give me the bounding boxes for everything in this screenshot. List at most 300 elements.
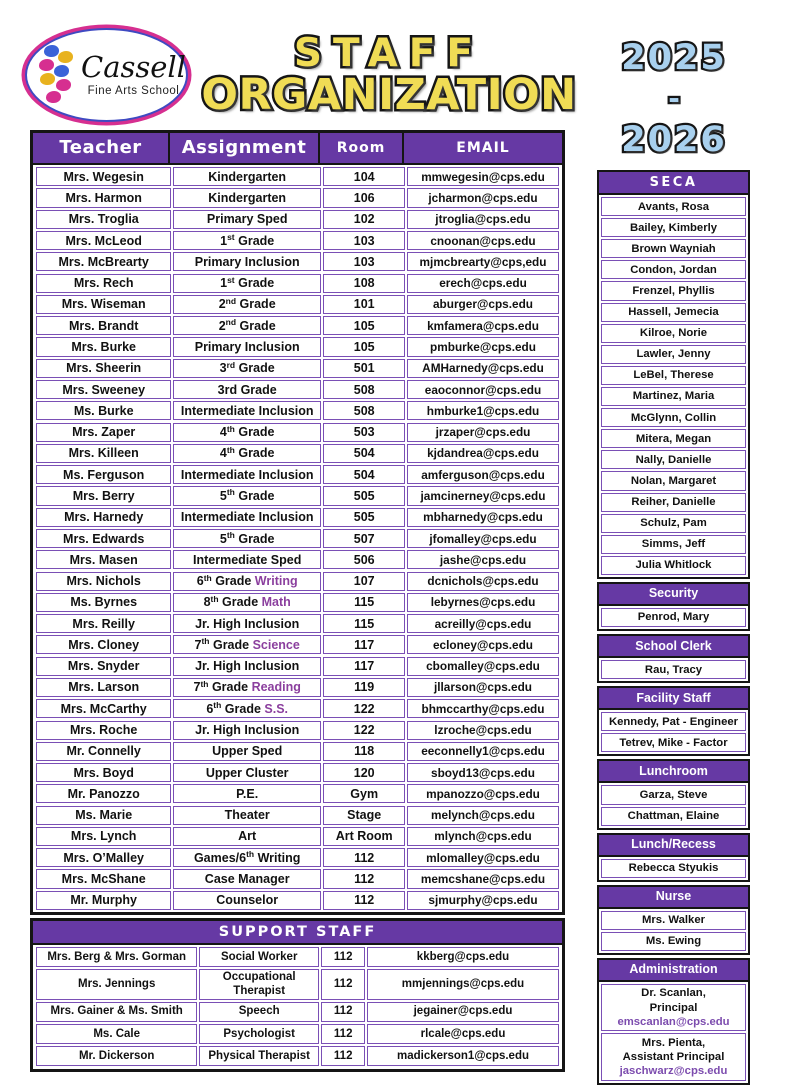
support-role: Psychologist <box>199 1024 319 1044</box>
email-text: eaoconnor@cps.edu <box>407 380 559 399</box>
table-row <box>35 380 560 399</box>
admin-email-link[interactable]: emscanlan@cps.edu <box>617 1015 730 1028</box>
sidebar-section-nurse <box>597 885 750 955</box>
sidebar-section-members <box>599 195 748 577</box>
room-number: 507 <box>323 529 405 548</box>
assignment <box>173 380 321 399</box>
assignment-text: st <box>227 274 235 285</box>
teacher-name: Mrs. Zaper <box>36 423 171 442</box>
table-row <box>35 657 560 676</box>
sidebar-section-facility-staff <box>597 686 750 756</box>
table-row <box>35 295 560 314</box>
sidebar-member: Brown Wayniah <box>601 239 746 258</box>
email-text: aburger@cps.edu <box>407 295 559 314</box>
email-text: acreilly@cps.edu <box>407 614 559 633</box>
sidebar-member: Nally, Danielle <box>601 450 746 469</box>
staff-table <box>30 130 565 915</box>
assignment <box>173 359 321 378</box>
sidebar-member <box>601 984 746 1031</box>
support-name: Mrs. Gainer & Ms. Smith <box>36 1002 197 1022</box>
assignment <box>173 423 321 442</box>
assignment-text: Art <box>238 829 257 844</box>
assignment <box>173 231 321 250</box>
table-row <box>35 359 560 378</box>
room-number: 503 <box>323 423 405 442</box>
teacher-name: Ms. Ferguson <box>36 465 171 484</box>
teacher-name: Mrs. Brandt <box>36 316 171 335</box>
email-text: mlynch@cps.edu <box>407 827 559 846</box>
assignment-text: 1 <box>220 233 228 248</box>
room-number: 504 <box>323 465 405 484</box>
room-number: 117 <box>323 635 405 654</box>
sidebar-section-school-clerk <box>597 634 750 683</box>
support-row <box>35 1024 560 1044</box>
room-number: 101 <box>323 295 405 314</box>
email-text: mpanozzo@cps.edu <box>407 784 559 803</box>
assignment-text: th <box>200 678 209 689</box>
assignment <box>173 444 321 463</box>
teacher-name: Mrs. Harnedy <box>36 508 171 527</box>
sidebar-member: Lawler, Jenny <box>601 345 746 364</box>
assignment-text: Grade <box>221 701 265 716</box>
assignment-text: Writing <box>254 850 301 865</box>
email-text: cnoonan@cps.edu <box>407 231 559 250</box>
assignment <box>173 635 321 654</box>
assignment-text: Upper Sped <box>212 744 283 759</box>
assignment-text: Grade <box>234 233 275 248</box>
support-room: 112 <box>321 1002 365 1022</box>
room-number: 122 <box>323 721 405 740</box>
table-row <box>35 465 560 484</box>
room-number: 107 <box>323 572 405 591</box>
assignment <box>173 529 321 548</box>
email-text: jfomalley@cps.edu <box>407 529 559 548</box>
sidebar-member: LeBel, Therese <box>601 366 746 385</box>
sidebar-member: Ms. Ewing <box>601 932 746 951</box>
assignment <box>173 806 321 825</box>
teacher-name: Mrs. Sweeney <box>36 380 171 399</box>
sidebar-section-members <box>599 710 748 754</box>
petal-icon <box>54 65 69 77</box>
support-role: Physical Therapist <box>199 1046 319 1066</box>
sidebar-section-members <box>599 606 748 629</box>
support-email: kkberg@cps.edu <box>367 947 559 967</box>
teacher-name: Mrs. Masen <box>36 550 171 569</box>
support-staff-title: SUPPORT STAFF <box>33 921 562 945</box>
assignment-subject: Reading <box>251 680 301 695</box>
assignment-text: Grade <box>211 574 255 589</box>
table-row <box>35 188 560 207</box>
assignment-text: 3 <box>219 361 227 376</box>
assignment-text: 3rd Grade <box>217 382 277 397</box>
email-text: kjdandrea@cps.edu <box>407 444 559 463</box>
sidebar-section-title: Lunchroom <box>599 761 748 783</box>
sidebar-section-members <box>599 857 748 880</box>
assignment-text: Kindergarten <box>208 191 287 206</box>
sidebar-member: Schulz, Pam <box>601 514 746 533</box>
admin-role: Assistant Principal <box>622 1050 725 1063</box>
table-row <box>35 806 560 825</box>
logo-school-subtitle: Fine Arts School <box>87 85 180 97</box>
room-number: 103 <box>323 231 405 250</box>
table-row <box>35 486 560 505</box>
support-row <box>35 1046 560 1066</box>
support-room: 112 <box>321 1024 365 1044</box>
email-text: eeconnelly1@cps.edu <box>407 742 559 761</box>
email-text: jrzaper@cps.edu <box>407 423 559 442</box>
sidebar-section-title: Facility Staff <box>599 688 748 710</box>
assignment <box>173 699 321 718</box>
year-dash: - <box>668 82 680 115</box>
teacher-name: Mrs. McShane <box>36 869 171 888</box>
email-text: amferguson@cps.edu <box>407 465 559 484</box>
assignment-text: rd <box>226 359 236 370</box>
room-number: 112 <box>323 848 405 867</box>
support-role: Occupational Therapist <box>199 969 319 999</box>
logo-flower-icon <box>37 44 79 106</box>
teacher-name: Mrs. O’Malley <box>36 848 171 867</box>
sidebar-member: Hassell, Jemecia <box>601 303 746 322</box>
sidebar-member: Martinez, Maria <box>601 387 746 406</box>
support-email: mmjennings@cps.edu <box>367 969 559 999</box>
assignment-subject: Science <box>252 637 300 652</box>
assignment-text: th <box>246 849 255 860</box>
sidebar-section-administration <box>597 958 750 1085</box>
room-number: 504 <box>323 444 405 463</box>
sidebar-section-members <box>599 783 748 827</box>
school-logo <box>25 28 188 122</box>
teacher-name: Mr. Murphy <box>36 891 171 910</box>
assignment <box>173 188 321 207</box>
teacher-name: Mrs. Roche <box>36 721 171 740</box>
year-start: 2025 <box>621 38 727 78</box>
support-name: Mrs. Jennings <box>36 969 197 999</box>
sidebar-section-lunchroom <box>597 759 750 829</box>
table-row <box>35 337 560 356</box>
assignment-subject: S.S. <box>264 701 289 716</box>
assignment <box>173 827 321 846</box>
logo-school-name: Cassell <box>81 50 186 84</box>
table-row <box>35 869 560 888</box>
table-row <box>35 891 560 910</box>
assignment-text: nd <box>225 317 237 328</box>
assignment-text: Grade <box>209 637 253 652</box>
room-number: 103 <box>323 252 405 271</box>
assignment <box>173 295 321 314</box>
sidebar-section-title: Nurse <box>599 887 748 909</box>
sidebar-member: Avants, Rosa <box>601 197 746 216</box>
teacher-name: Mrs. Lynch <box>36 827 171 846</box>
assignment-text: Kindergarten <box>208 169 287 184</box>
support-row <box>35 1002 560 1022</box>
room-number: Gym <box>323 784 405 803</box>
room-number: 102 <box>323 210 405 229</box>
email-text: bhmccarthy@cps.edu <box>407 699 559 718</box>
room-number: 118 <box>323 742 405 761</box>
table-row <box>35 742 560 761</box>
assignment-text: th <box>226 423 235 434</box>
assignment-text: 6 <box>196 574 204 589</box>
assignment-text: Grade <box>236 297 276 312</box>
room-number: 120 <box>323 763 405 782</box>
sidebar-section-members <box>599 982 748 1083</box>
email-text: mmwegesin@cps.edu <box>407 167 559 186</box>
teacher-name: Mrs. Rech <box>36 274 171 293</box>
support-role: Speech <box>199 1002 319 1022</box>
table-row <box>35 721 560 740</box>
sidebar-member: Garza, Steve <box>601 785 746 804</box>
support-staff-body <box>33 945 562 1069</box>
teacher-name: Mrs. Killeen <box>36 444 171 463</box>
sidebar-member: Julia Whitlock <box>601 556 746 575</box>
assignment-text: Grade <box>236 318 276 333</box>
assignment-text: 7 <box>193 680 201 695</box>
room-number: 112 <box>323 891 405 910</box>
assignment-text: Grade <box>234 425 275 440</box>
sidebar-section-title: Security <box>599 584 748 606</box>
room-number: 119 <box>323 678 405 697</box>
table-row <box>35 614 560 633</box>
sidebar-member: Nolan, Margaret <box>601 471 746 490</box>
support-room: 112 <box>321 969 365 999</box>
teacher-name: Ms. Marie <box>36 806 171 825</box>
table-row <box>35 401 560 420</box>
assignment-text: th <box>201 636 210 647</box>
assignment <box>173 678 321 697</box>
table-row <box>35 550 560 569</box>
assignment-text: th <box>226 530 235 541</box>
sidebar-member: Rau, Tracy <box>601 660 746 679</box>
petal-icon <box>39 59 54 71</box>
page-title-line2: ORGANIZATION <box>201 69 577 120</box>
table-row <box>35 593 560 612</box>
sidebar-section-seca <box>597 170 750 579</box>
assignment-text: Jr. High Inclusion <box>195 723 300 738</box>
assignment <box>173 721 321 740</box>
table-row <box>35 444 560 463</box>
email-text: mjmcbrearty@cps,edu <box>407 252 559 271</box>
assignment-text: 4 <box>219 446 227 461</box>
sidebar-member: Kilroe, Norie <box>601 324 746 343</box>
table-row <box>35 763 560 782</box>
assignment <box>173 337 321 356</box>
teacher-name: Mrs. McBrearty <box>36 252 171 271</box>
admin-email-link[interactable]: jaschwarz@cps.edu <box>619 1065 728 1077</box>
teacher-name: Mrs. Wegesin <box>36 167 171 186</box>
assignment-text: Intermediate Sped <box>193 552 302 567</box>
table-row <box>35 635 560 654</box>
assignment-text: th <box>226 487 235 498</box>
sidebar-member: Mrs. Walker <box>601 911 746 930</box>
assignment <box>173 572 321 591</box>
page-title <box>188 31 590 120</box>
assignment-text: Intermediate Inclusion <box>180 403 314 418</box>
petal-icon <box>58 51 73 63</box>
sidebar-section-title: SECA <box>599 172 748 195</box>
school-year <box>600 38 748 160</box>
table-row <box>35 167 560 186</box>
assignment-text: 5 <box>219 531 227 546</box>
email-text: jamcinerney@cps.edu <box>407 486 559 505</box>
assignment-text: Jr. High Inclusion <box>195 616 300 631</box>
teacher-name: Mrs. Nichols <box>36 572 171 591</box>
assignment-text: Primary Inclusion <box>194 254 300 269</box>
email-text: jcharmon@cps.edu <box>407 188 559 207</box>
assignment-text: 2 <box>218 318 226 333</box>
assignment-text: Theater <box>224 808 270 823</box>
assignment-text: Counselor <box>216 893 279 908</box>
admin-role: Principal <box>649 1001 698 1014</box>
sidebar-member: McGlynn, Collin <box>601 408 746 427</box>
staff-table-body <box>33 165 562 912</box>
support-name: Ms. Cale <box>36 1024 197 1044</box>
support-email: madickerson1@cps.edu <box>367 1046 559 1066</box>
assignment <box>173 891 321 910</box>
assignment-text: th <box>213 700 222 711</box>
petal-icon <box>46 91 61 103</box>
sidebar-member: Bailey, Kimberly <box>601 218 746 237</box>
assignment-text: Primary Inclusion <box>194 339 300 354</box>
assignment-text: Grade <box>234 488 275 503</box>
assignment-text: Grade <box>235 361 275 376</box>
teacher-name: Mrs. Boyd <box>36 763 171 782</box>
room-number: 505 <box>323 508 405 527</box>
assignment <box>173 274 321 293</box>
room-number: 508 <box>323 380 405 399</box>
email-text: jtroglia@cps.edu <box>407 210 559 229</box>
assignment-text: Case Manager <box>204 872 290 887</box>
table-row <box>35 572 560 591</box>
email-text: lebyrnes@cps.edu <box>407 593 559 612</box>
teacher-name: Mrs. Snyder <box>36 657 171 676</box>
year-end: 2026 <box>621 120 727 160</box>
assignment-text: th <box>226 444 235 455</box>
petal-icon <box>40 73 55 85</box>
assignment <box>173 848 321 867</box>
support-staff-table <box>30 918 565 1072</box>
table-row <box>35 210 560 229</box>
sidebar-member: Simms, Jeff <box>601 535 746 554</box>
assignment-text: th <box>210 593 219 604</box>
table-row <box>35 252 560 271</box>
teacher-name: Ms. Byrnes <box>36 593 171 612</box>
sidebar-member: Mitera, Megan <box>601 429 746 448</box>
assignment-text: Grade <box>234 531 275 546</box>
table-row <box>35 699 560 718</box>
room-number: 501 <box>323 359 405 378</box>
assignment <box>173 614 321 633</box>
assignment-text: Grade <box>208 680 252 695</box>
room-number: 117 <box>323 657 405 676</box>
assignment <box>173 784 321 803</box>
email-text: memcshane@cps.edu <box>407 869 559 888</box>
header-room: Room <box>320 133 404 163</box>
assignment <box>173 401 321 420</box>
assignment-text: 6 <box>206 701 214 716</box>
room-number: 115 <box>323 614 405 633</box>
assignment-text: P.E. <box>236 786 259 801</box>
admin-name: Mrs. Pienta, <box>641 1036 706 1049</box>
teacher-name: Mrs. McLeod <box>36 231 171 250</box>
sidebar-member: Rebecca Styukis <box>601 859 746 878</box>
page-title-line1: STAFF <box>293 31 485 76</box>
room-number: 108 <box>323 274 405 293</box>
assignment-text: 1 <box>220 276 228 291</box>
room-number: 104 <box>323 167 405 186</box>
room-number: 122 <box>323 699 405 718</box>
assignment-text: Jr. High Inclusion <box>195 659 300 674</box>
admin-name: Dr. Scanlan, <box>641 987 706 1000</box>
room-number: 115 <box>323 593 405 612</box>
email-text: cbomalley@cps.edu <box>407 657 559 676</box>
assignment-text: Grade <box>234 276 275 291</box>
assignment <box>173 550 321 569</box>
assignment <box>173 486 321 505</box>
teacher-name: Mrs. Berry <box>36 486 171 505</box>
room-number: 508 <box>323 401 405 420</box>
room-number: 112 <box>323 869 405 888</box>
email-text: sboyd13@cps.edu <box>407 763 559 782</box>
table-row <box>35 508 560 527</box>
staff-table-header <box>33 133 562 165</box>
sidebar-section-title: School Clerk <box>599 636 748 658</box>
sidebar-member: Tetrev, Mike - Factor <box>601 733 746 752</box>
sidebar-member: Condon, Jordan <box>601 260 746 279</box>
support-row <box>35 947 560 967</box>
support-email: rlcale@cps.edu <box>367 1024 559 1044</box>
assignment-text: 5 <box>219 488 227 503</box>
email-text: hmburke1@cps.edu <box>407 401 559 420</box>
table-row <box>35 423 560 442</box>
teacher-name: Mrs. Sheerin <box>36 359 171 378</box>
email-text: ecloney@cps.edu <box>407 635 559 654</box>
email-text: lzroche@cps.edu <box>407 721 559 740</box>
teacher-name: Mrs. Cloney <box>36 635 171 654</box>
email-text: dcnichols@cps.edu <box>407 572 559 591</box>
teacher-name: Mrs. Edwards <box>36 529 171 548</box>
assignment-text: Intermediate Inclusion <box>180 467 314 482</box>
assignment-text: 8 <box>203 595 211 610</box>
petal-icon <box>56 79 71 91</box>
sidebar-section-title: Lunch/Recess <box>599 835 748 857</box>
sidebar-member: Reiher, Danielle <box>601 493 746 512</box>
petal-icon <box>44 45 59 57</box>
support-email: jegainer@cps.edu <box>367 1002 559 1022</box>
table-row <box>35 784 560 803</box>
sidebar-section-title: Administration <box>599 960 748 982</box>
assignment <box>173 210 321 229</box>
email-text: kmfamera@cps.edu <box>407 316 559 335</box>
table-row <box>35 274 560 293</box>
support-name: Mrs. Berg & Mrs. Gorman <box>36 947 197 967</box>
assignment <box>173 508 321 527</box>
assignment <box>173 763 321 782</box>
teacher-name: Mr. Connelly <box>36 742 171 761</box>
assignment-text: Primary Sped <box>206 212 288 227</box>
assignment-text: Grade <box>218 595 262 610</box>
assignment-text: 2 <box>218 297 226 312</box>
assignment-text: nd <box>225 295 237 306</box>
teacher-name: Mr. Panozzo <box>36 784 171 803</box>
assignment-text: 7 <box>194 637 202 652</box>
assignment-text: st <box>227 232 235 243</box>
header-assignment: Assignment <box>170 133 320 163</box>
table-row <box>35 678 560 697</box>
sidebar-member: Penrod, Mary <box>601 608 746 627</box>
table-row <box>35 827 560 846</box>
sidebar-member <box>601 1033 746 1080</box>
assignment <box>173 316 321 335</box>
